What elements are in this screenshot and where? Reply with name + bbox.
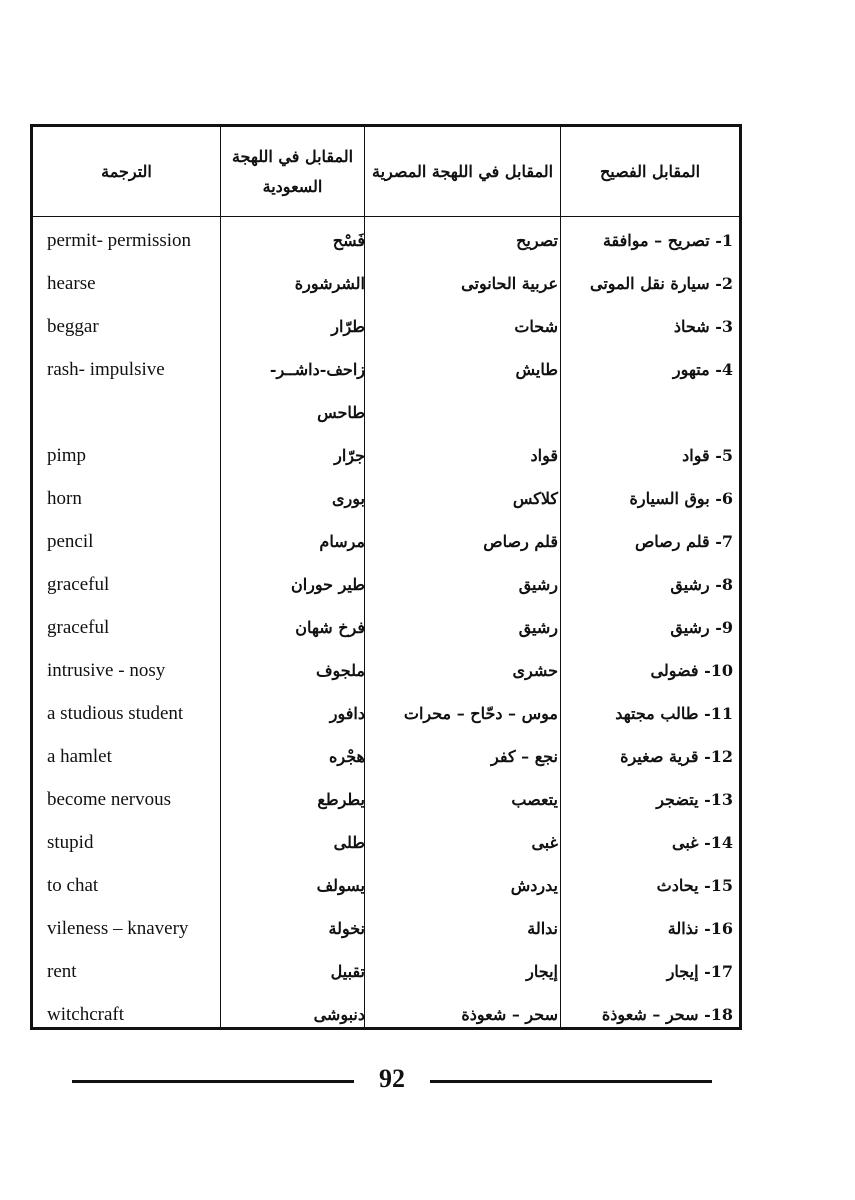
saudi-cell: ملجوف xyxy=(315,661,365,680)
translation-cell: pencil xyxy=(47,530,94,552)
translation-cell: permit- permission xyxy=(47,229,192,251)
page-footer xyxy=(72,1058,712,1098)
egyptian-cell: تصريح xyxy=(516,231,558,250)
fusha-cell: 17- إيجار xyxy=(666,962,733,981)
translation-cell: graceful xyxy=(47,573,110,595)
table-row xyxy=(33,305,739,348)
table-row xyxy=(33,735,739,778)
table-row xyxy=(33,262,739,305)
egyptian-cell: كلاكس xyxy=(512,489,558,508)
fusha-cell: 3- شحاذ xyxy=(673,317,733,336)
saudi-cell: طرّار xyxy=(331,317,365,336)
egyptian-cell: نجع – كفر xyxy=(491,747,558,766)
saudi-cell: طير حوران xyxy=(290,575,365,594)
fusha-cell: 13- يتضجر xyxy=(656,790,733,809)
footer-rule-left xyxy=(72,1080,354,1083)
saudi-cell: مرسام xyxy=(319,532,365,551)
fusha-cell: 2- سيارة نقل الموتى xyxy=(590,274,733,293)
fusha-cell: 16- نذالة xyxy=(667,919,733,938)
fusha-cell: 5- قواد xyxy=(682,446,733,465)
saudi-cell xyxy=(225,348,365,422)
egyptian-cell: رشيق xyxy=(518,618,558,637)
table-row xyxy=(33,434,739,477)
page-number: 92 xyxy=(379,1064,405,1093)
translation-cell: intrusive - nosy xyxy=(47,659,166,681)
table-row xyxy=(33,950,739,993)
header-saudi-line1: المقابل في اللهجة xyxy=(231,146,354,166)
footer-rule-right xyxy=(430,1080,712,1083)
table-row xyxy=(33,993,739,1036)
translation-cell: rent xyxy=(47,960,77,982)
header-egyptian: المقابل في اللهجة المصرية xyxy=(372,161,554,181)
translation-cell: graceful xyxy=(47,616,110,638)
saudi-cell-line2: طاحس xyxy=(317,403,365,422)
egyptian-cell: يدردش xyxy=(510,876,558,895)
saudi-cell: دافور xyxy=(329,704,365,723)
header-divider xyxy=(33,216,739,217)
translation-cell: become nervous xyxy=(47,788,171,810)
translation-cell: hearse xyxy=(47,272,96,294)
egyptian-cell: قواد xyxy=(530,446,558,465)
saudi-cell: بورى xyxy=(332,489,365,508)
table-row xyxy=(33,348,739,434)
table-row xyxy=(33,477,739,520)
egyptian-cell: غبى xyxy=(531,833,558,852)
egyptian-cell: إيجار xyxy=(526,962,558,981)
saudi-cell: جرّار xyxy=(334,446,365,465)
fusha-cell: 14- غبى xyxy=(671,833,733,852)
saudi-cell: يطرطع xyxy=(317,790,365,809)
fusha-cell: 1- تصريح – موافقة xyxy=(602,231,733,250)
egyptian-cell: موس – دحّاح – محرات xyxy=(403,704,558,723)
table-row xyxy=(33,821,739,864)
translation-cell: to chat xyxy=(47,874,99,896)
fusha-cell: 9- رشيق xyxy=(670,618,733,637)
translation-cell: stupid xyxy=(47,831,94,853)
table-row xyxy=(33,563,739,606)
egyptian-cell: شحات xyxy=(514,317,558,336)
fusha-cell: 15- يحادث xyxy=(656,876,733,895)
egyptian-cell: رشيق xyxy=(518,575,558,594)
header-fusha: المقابل الفصيح xyxy=(599,161,701,181)
header-saudi xyxy=(221,127,364,216)
fusha-cell: 6- بوق السيارة xyxy=(629,489,733,508)
translation-cell: rash- impulsive xyxy=(47,358,165,380)
saudi-cell: تقبيل xyxy=(330,962,365,981)
table-body xyxy=(33,219,739,1036)
saudi-cell: نخولة xyxy=(328,919,365,938)
saudi-cell: فرخ شهان xyxy=(295,618,365,637)
translation-cell: beggar xyxy=(47,315,99,337)
table-row xyxy=(33,219,739,262)
table-row xyxy=(33,692,739,735)
table-row xyxy=(33,778,739,821)
fusha-cell: 11- طالب مجتهد xyxy=(615,704,733,723)
fusha-cell: 7- قلم رصاص xyxy=(634,532,733,551)
saudi-cell-line1: زاحف-داشــر- xyxy=(269,360,365,379)
egyptian-cell: يتعصب xyxy=(511,790,558,809)
table-row xyxy=(33,649,739,692)
saudi-cell: دنبوشى xyxy=(313,1005,365,1024)
fusha-cell: 8- رشيق xyxy=(670,575,733,594)
egyptian-cell: حشرى xyxy=(512,661,558,680)
fusha-cell: 12- قرية صغيرة xyxy=(620,747,733,766)
translation-cell: a hamlet xyxy=(47,745,112,767)
translation-cell: pimp xyxy=(47,444,87,466)
table-row xyxy=(33,520,739,563)
table-row xyxy=(33,907,739,950)
translation-cell: vileness – knavery xyxy=(47,917,189,939)
header-translation: الترجمة xyxy=(101,161,152,181)
egyptian-cell: سحر – شعوذة xyxy=(461,1005,558,1024)
egyptian-cell: طايش xyxy=(515,360,558,379)
saudi-cell: هجْره xyxy=(329,747,365,766)
fusha-cell: 10- فضولى xyxy=(650,661,733,680)
saudi-cell: الشرشورة xyxy=(294,274,365,293)
translation-cell: witchcraft xyxy=(47,1003,125,1025)
translation-cell: horn xyxy=(47,487,82,509)
saudi-cell: طلى xyxy=(333,833,365,852)
saudi-cell: يسولف xyxy=(316,876,365,895)
egyptian-cell: عربية الحانوتى xyxy=(461,274,558,293)
fusha-cell: 4- متهور xyxy=(672,360,733,379)
table-row xyxy=(33,864,739,907)
translation-cell: a studious student xyxy=(47,702,184,724)
saudi-cell: فَسْح xyxy=(332,231,365,250)
header-saudi-line2: السعودية xyxy=(262,176,323,196)
vocabulary-table xyxy=(30,124,742,1030)
table-row xyxy=(33,606,739,649)
fusha-cell: 18- سحر – شعوذة xyxy=(601,1005,733,1024)
egyptian-cell: قلم رصاص xyxy=(483,532,558,551)
egyptian-cell: ندالة xyxy=(527,919,558,938)
